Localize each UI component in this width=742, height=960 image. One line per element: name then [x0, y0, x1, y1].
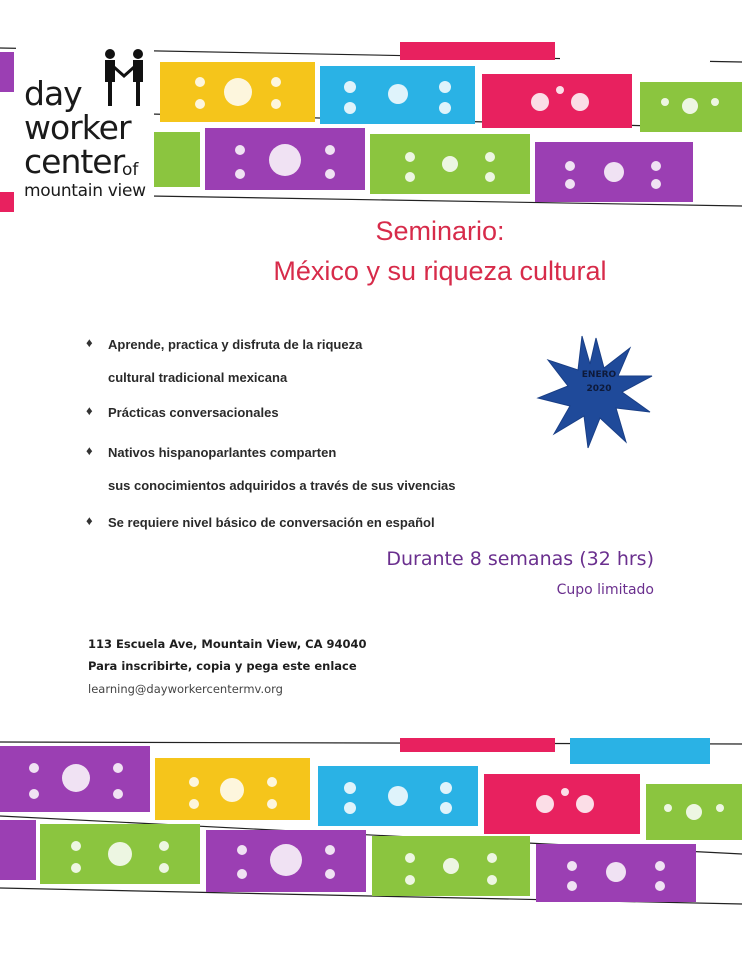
- signup-text: Para inscribirte, copia y pega este enlace: [88, 659, 357, 673]
- list-item-text: Aprende, practica y disfruta de la riqueza: [108, 337, 363, 352]
- capacity-text: Cupo limitado: [556, 582, 654, 598]
- seminar-title: Seminario:: [375, 216, 505, 246]
- diamond-bullet-icon: ♦: [86, 513, 93, 528]
- papel-picado-banner-bottom: [0, 738, 742, 908]
- diamond-bullet-icon: ♦: [86, 335, 93, 350]
- list-item-text: Nativos hispanoparlantes comparten: [108, 445, 337, 460]
- badge-month: ENERO: [581, 370, 617, 380]
- two-people-handshake-icon: [98, 48, 150, 108]
- diamond-bullet-icon: ♦: [86, 403, 93, 418]
- logo-word-of: of: [122, 160, 139, 180]
- email-link[interactable]: learning@dayworkercentermv.org: [88, 682, 283, 696]
- list-item-text: Se requiere nivel básico de conversación en español: [108, 515, 435, 530]
- logo-word-worker: worker: [24, 108, 131, 147]
- logo-word-center: center: [24, 142, 125, 181]
- diamond-bullet-icon: ♦: [86, 443, 93, 458]
- day-worker-center-logo: [16, 44, 154, 212]
- badge-year: 2020: [586, 384, 612, 394]
- logo-word-day: day: [24, 74, 82, 113]
- list-item-text: cultural tradicional mexicana: [108, 370, 288, 385]
- list-item-text: sus conocimientos adquiridos a través de sus vivencias: [108, 478, 456, 493]
- seminar-subtitle: México y su riqueza cultural: [273, 256, 607, 286]
- list-item-text: Prácticas conversacionales: [108, 405, 279, 420]
- logo-word-mountain-view: mountain view: [24, 181, 146, 201]
- duration-text: Durante 8 semanas (32 hrs): [386, 548, 654, 570]
- papel-picado-bottom-graphic: [0, 738, 742, 908]
- date-badge: [564, 368, 634, 396]
- address-text: 113 Escuela Ave, Mountain View, CA 94040: [88, 637, 367, 651]
